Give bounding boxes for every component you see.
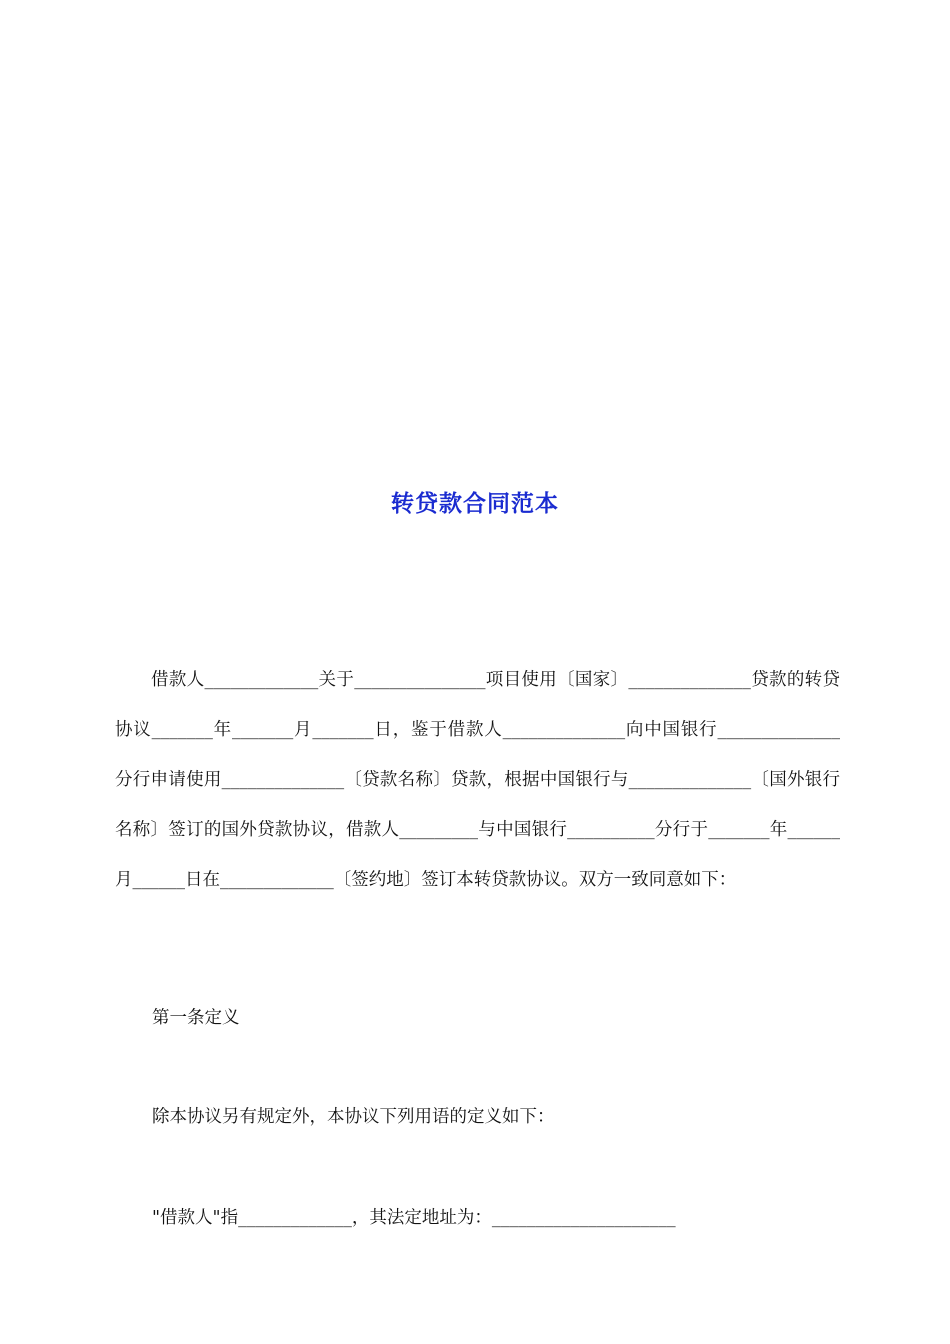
article-heading: 第一条定义: [152, 1008, 240, 1028]
intro-paragraph: 借款人_____________关于_______________项目使用〔国家〕______________贷款的转贷协议_______年_______月_______日，鉴于借款人______________向中国银行______________分行申请使用______________〔贷款名称〕贷款，根据中国银行与______________〔国外银行名称〕签订的国外贷款协议，借款人_________与中国银行__________分行于_______年______月______日在_____________〔签约地〕签订本转贷款协议。双方一致同意如下：: [115, 670, 840, 890]
definitions-intro: 除本协议另有规定外，本协议下列用语的定义如下：: [152, 1107, 555, 1127]
borrower-definition: "借款人"指_____________，其法定地址为：_____________________: [152, 1208, 676, 1228]
document-title: 转贷款合同范本: [391, 491, 559, 517]
